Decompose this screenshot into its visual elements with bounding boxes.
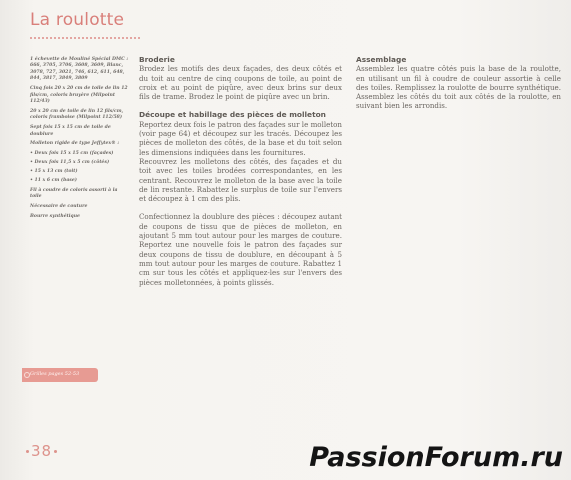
watermark: PassionForum.ru [309, 442, 563, 473]
material-item: Bourre synthétique [30, 214, 80, 220]
title-dotted-rule [30, 37, 140, 39]
page-number [24, 442, 59, 460]
material-item: Nécessaire de couture [30, 204, 88, 210]
material-item: Cinq fois 20 x 20 cm de toile de lin 12 fils/cm, coloris bruyère (Milpoint 112/43) [30, 86, 128, 104]
list-item: • 15 x 13 cm (toit) [30, 169, 130, 175]
dot-icon [26, 450, 29, 453]
material-item: 1 échevette de Mouliné Spécial DMC : 666, 3705, 3706, 3608, 3609, Blanc, 3078, 727, 3021, 746, 612, 611, 648, 844, 3817, 3849, 3809 [30, 57, 129, 82]
instructions-column-middle [139, 55, 342, 287]
decoupe-paragraph-2: Recouvrez les molletons des côtés, des façades et du toit avec les toiles brodées correspondantes, en les centrant. Recouvrez le molleton de la base avec la toile de lin restante. Rabattez le surplus de toile sur l'envers et découpez à 1 cm des plis. [139, 156, 342, 204]
material-item: 20 x 20 cm de toile de lin 12 fils/cm, coloris framboise (Milpoint 112/58) [30, 108, 124, 121]
instructions-column-right [356, 55, 561, 111]
decoupe-paragraph-3: Confectionnez la doublure des pièces : découpez autant de coupons de tissu que de pièces de molleton, en ajoutant 5 mm tout autour pour les marges de couture. Reportez une nouvelle fois le patron des façades sur deux coupons de tissu de doublure, en découpant à 5 mm tout autour pour les marges de couture. Rabattez 1 cm sur tous les côtés et appliquez-les sur l'envers des pièces molletonnées, à points glissés. [139, 212, 342, 287]
list-item: • Deux fois 15 x 15 cm (façades) [30, 151, 130, 157]
grid-reference-text: Grilles pages 52-53 [30, 371, 80, 377]
list-item: • 11 x 6 cm (base) [30, 178, 130, 184]
materials-list [30, 57, 130, 224]
section-heading-assemblage: Assemblage [356, 55, 407, 64]
assemblage-text: Assemblez les quatre côtés puis la base de la roulotte, en utilisant un fil à coudre de couleur assortie à celle des toiles. Remplissez la roulotte de bourre synthétique. Assemblez les côtés du toit aux côtés de la roulotte, en suivant bien les arrondis. [356, 64, 561, 111]
list-item: • Deux fois 11,5 x 5 cm (côtés) [30, 160, 130, 166]
page-title: La roulotte [30, 10, 125, 30]
molleton-sizes-list [30, 151, 130, 184]
section-heading-broderie: Broderie [139, 55, 175, 64]
material-item: Sept fois 15 x 15 cm de toile de doublure [30, 125, 111, 137]
material-item: Fil à coudre de coloris assorti à la toile [30, 188, 118, 200]
page-number-value: 38 [31, 442, 53, 460]
material-item: Molleton rigide de type Jeffytex® : [30, 141, 120, 147]
dot-icon [54, 450, 57, 453]
decoupe-paragraph-1: Reportez deux fois le patron des façades sur le molleton (voir page 64) et découpez sur les tracés. Découpez les pièces de molleton des côtés, de la base et du toit selon les dimensions indiquées dans les fournitures. [139, 119, 342, 157]
section-heading-decoupe: Découpe et habillage des pièces de molleton [139, 110, 326, 120]
broderie-text: Brodez les motifs des deux façades, des deux côtés et du toit au centre de cinq coupons de toile, au point de croix et au point de piqûre, avec deux brins sur deux fils de trame. Brodez le point de piqûre avec un brin. [139, 64, 342, 102]
